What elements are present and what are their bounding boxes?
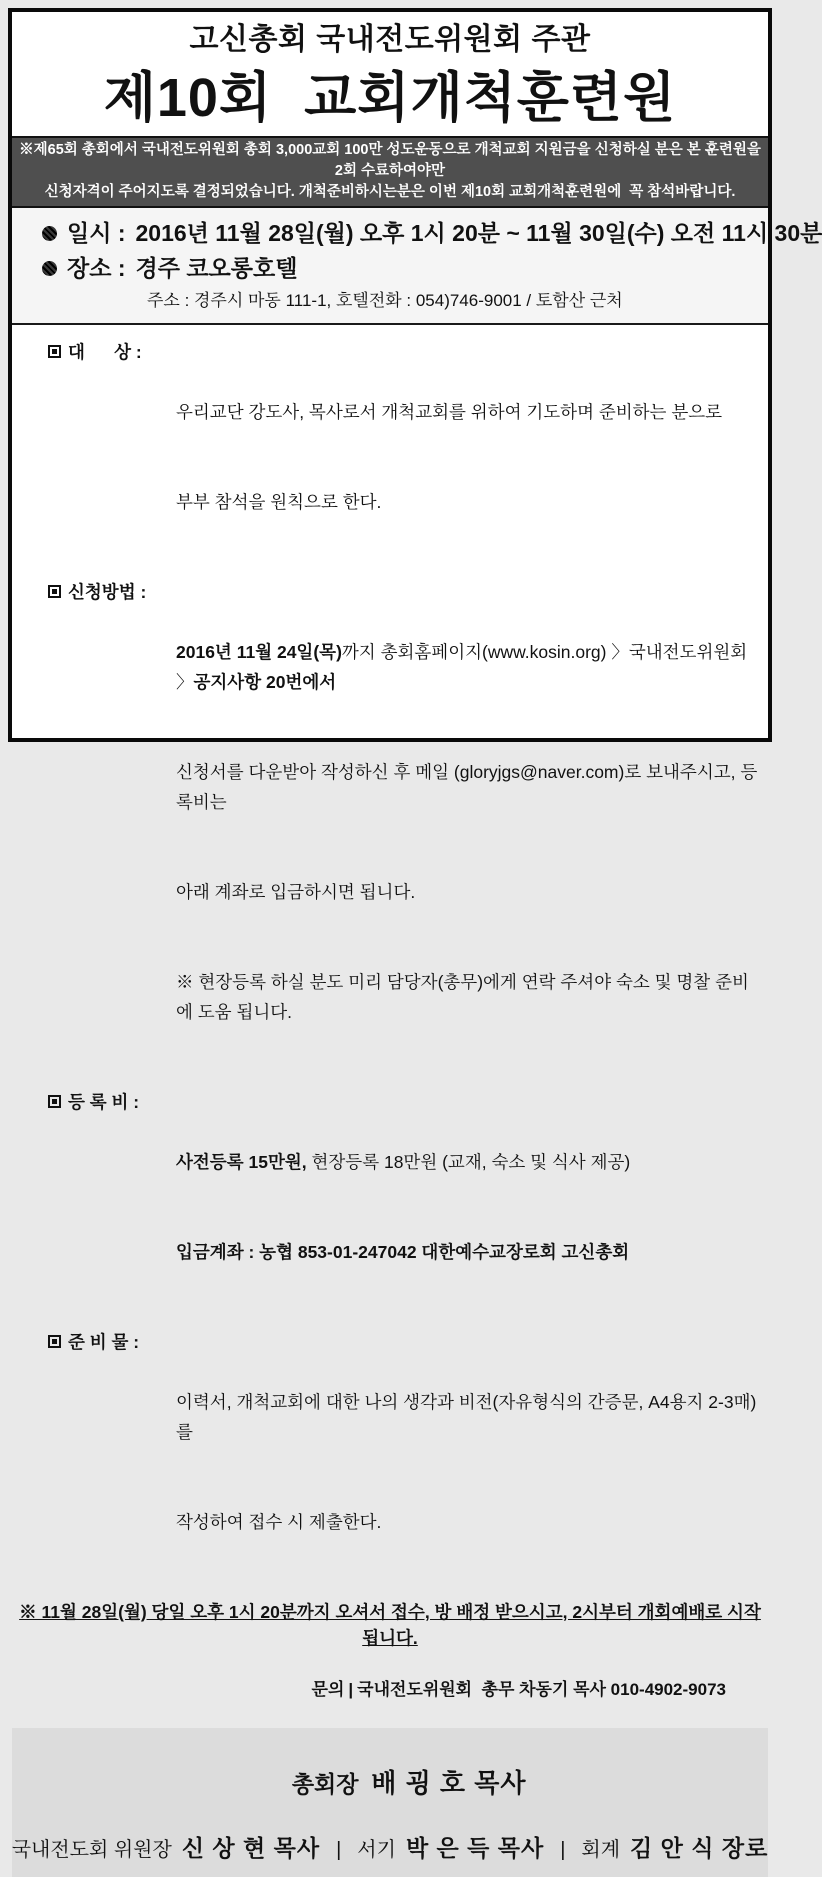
notice-line-2: 신청자격이 주어지도록 결정되었습니다. 개척준비하시는분은 이번 제10회 교회개척훈련원에 꼭 참석바랍니다. bbox=[16, 182, 764, 203]
officer-separator: | bbox=[330, 1834, 347, 1867]
apply-content bbox=[176, 577, 758, 1087]
detail-row-materials bbox=[48, 1327, 758, 1597]
officers-line bbox=[12, 1832, 768, 1867]
officer-label: 서기 bbox=[357, 1834, 396, 1867]
event-venue-label: 장소 : bbox=[67, 251, 126, 286]
officer-label: 국내전도회 위원장 bbox=[12, 1834, 172, 1867]
apply-onsite-note: ※ 현장등록 하실 분도 미리 담당자(총무)에게 연락 주셔야 숙소 및 명찰 준비에 도움 됩니다. bbox=[176, 967, 758, 1027]
apply-label: 신청방법 : bbox=[48, 577, 176, 1087]
materials-line-2: 작성하여 접수 시 제출한다. bbox=[176, 1507, 758, 1537]
event-venue-value: 경주 코오롱호텔 bbox=[136, 251, 298, 286]
officer-name: 김 안 식 장로 bbox=[630, 1832, 768, 1865]
poster-page bbox=[0, 0, 788, 757]
square-bullet-icon bbox=[48, 585, 61, 598]
detail-row-fee bbox=[48, 1087, 758, 1327]
officer-name: 박 은 득 목사 bbox=[406, 1832, 544, 1865]
president-name: 배 굉 호 목사 bbox=[371, 1768, 526, 1798]
president-line bbox=[12, 1735, 768, 1832]
president-label: 총회장 bbox=[292, 1771, 371, 1797]
apply-line-1: 2016년 11월 24일(목)까지 총회홈페이지(www.kosin.org) 〉국내전도위원회 〉공지사항 20번에서 bbox=[176, 637, 758, 697]
square-bullet-icon bbox=[48, 345, 61, 358]
details-list bbox=[12, 325, 768, 1597]
contact-separator: | bbox=[344, 1680, 357, 1699]
materials-content bbox=[176, 1327, 758, 1597]
poster-frame bbox=[8, 8, 772, 742]
notice-line-1: ※제65회 총회에서 국내전도위원회 총회 3,000교회 100만 성도운동으로 개척교회 지원금을 신청하실 분은 본 훈련원을 2회 수료하여야만 bbox=[16, 140, 764, 182]
fee-label: 등 록 비 : bbox=[48, 1087, 176, 1327]
square-bullet-icon bbox=[48, 1335, 61, 1348]
contact-line bbox=[12, 1651, 768, 1728]
deadline-note: ※ 11월 28일(월) 당일 오후 1시 20분까지 오셔서 접수, 방 배정 받으시고, 2시부터 개회예배로 시작됩니다. bbox=[12, 1597, 768, 1651]
circle-bullet-icon bbox=[42, 226, 57, 241]
event-venue-line bbox=[42, 251, 758, 286]
event-date-value: 2016년 11월 28일(월) 오후 1시 20분 ~ 11월 30일(수) 오전 11시 30분 bbox=[136, 216, 822, 251]
apply-line-3: 아래 계좌로 입금하시면 됩니다. bbox=[176, 877, 758, 907]
target-line-2: 부부 참석을 원칙으로 한다. bbox=[176, 487, 758, 517]
square-bullet-icon bbox=[48, 1095, 61, 1108]
contact-text: 국내전도위원회 총무 차동기 목사 010-4902-9073 bbox=[357, 1680, 726, 1699]
fee-line-1: 사전등록 15만원, 현장등록 18만원 (교재, 숙소 및 식사 제공) bbox=[176, 1147, 758, 1177]
contact-label: 문의 bbox=[312, 1680, 345, 1699]
fee-account-line: 입금계좌 : 농협 853-01-247042 대한예수교장로회 고신총회 bbox=[176, 1237, 758, 1267]
detail-row-target bbox=[48, 337, 758, 577]
organizer-subtitle: 고신총회 국내전도위원회 주관 bbox=[12, 20, 768, 60]
officer-name: 신 상 현 목사 bbox=[182, 1832, 320, 1865]
target-content bbox=[176, 337, 758, 577]
officer-label: 회계 bbox=[581, 1834, 620, 1867]
target-label: 대 상 : bbox=[48, 337, 176, 577]
officer-separator: | bbox=[554, 1834, 571, 1867]
event-date-line bbox=[42, 216, 758, 251]
notice-banner bbox=[12, 136, 768, 208]
target-line-1: 우리교단 강도사, 목사로서 개척교회를 위하여 기도하며 준비하는 분으로 bbox=[176, 397, 758, 427]
event-info-band bbox=[12, 208, 768, 325]
detail-row-apply bbox=[48, 577, 758, 1087]
materials-line-1: 이력서, 개척교회에 대한 나의 생각과 비전(자유형식의 간증문, A4용지 2-3매)를 bbox=[176, 1387, 758, 1447]
fee-content bbox=[176, 1087, 758, 1327]
poster-title: 제10회 교회개척훈련원 bbox=[12, 60, 768, 136]
circle-bullet-icon bbox=[42, 261, 57, 276]
event-date-label: 일시 : bbox=[67, 216, 126, 251]
poster-header bbox=[12, 12, 768, 136]
apply-line-2: 신청서를 다운받아 작성하신 후 메일 (gloryjgs@naver.com)로 보내주시고, 등록비는 bbox=[176, 757, 758, 817]
officers-footer bbox=[12, 1728, 768, 1877]
venue-address: 주소 : 경주시 마동 111-1, 호텔전화 : 054)746-9001 / 토함산 근처 bbox=[147, 286, 758, 315]
materials-label: 준 비 물 : bbox=[48, 1327, 176, 1597]
